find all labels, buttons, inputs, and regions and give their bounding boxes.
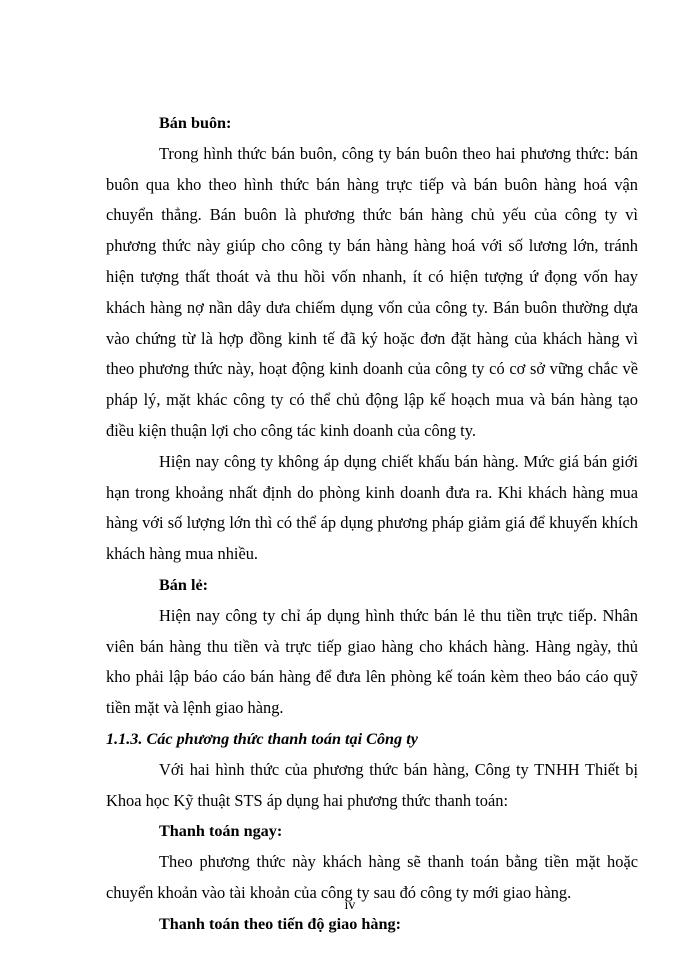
subheading-progress-payment: Thanh toán theo tiến độ giao hàng: (159, 914, 401, 933)
page-number: iv (344, 898, 356, 913)
section-heading-payment-methods: 1.1.3. Các phương thức thanh toán tại Công ty (106, 729, 418, 748)
paragraph-discount-policy: Hiện nay công ty không áp dụng chiết khấu bán hàng. Mức giá bán giới hạn trong khoảng nhất định do phòng kinh doanh đưa ra. Khi khách hàng mua hàng với số lượng lớn thì có thể áp dụng phương pháp giảm giá để khuyến khích khách hàng mua nhiều. (106, 451, 638, 564)
paragraph-immediate-payment: Theo phương thức này khách hàng sẽ thanh toán bằng tiền mặt hoặc chuyển khoản vào tài khoản của công ty sau đó công ty mới giao hàng. (106, 852, 638, 902)
document-body (106, 108, 638, 940)
paragraph-retail: Hiện nay công ty chỉ áp dụng hình thức bán lẻ thu tiền trực tiếp. Nhân viên bán hàng thu tiền và trực tiếp giao hàng cho khách hàng. Hàng ngày, thủ kho phải lập báo cáo bán hàng để đưa lên phòng kế toán kèm theo báo cáo quỹ tiền mặt và lệnh giao hàng. (106, 605, 638, 718)
subheading-immediate-payment: Thanh toán ngay: (159, 822, 283, 841)
subheading-wholesale: Bán buôn: (159, 114, 232, 132)
subheading-retail: Bán lẻ: (159, 575, 209, 594)
paragraph-wholesale-methods: Trong hình thức bán buôn, công ty bán buôn theo hai phương thức: bán buôn qua kho theo hình thức bán hàng trực tiếp và bán buôn hàng hoá vận chuyển thẳng. Bán buôn là phương thức bán hàng chủ yếu của công ty vì phương thức này giúp cho công ty bán hàng hàng hoá với số lương lớn, tránh hiện tượng thất thoát và thu hồi vốn nhanh, ít có hiện tượng ứ đọng vốn hay khách hàng nợ nần dây dưa chiếm dụng vốn của công ty. Bán buôn thường dựa vào chứng từ là hợp đồng kinh tế đã ký hoặc đơn đặt hàng của khách hàng vì theo phương thức này, hoạt động kinh doanh của công ty có cơ sở vững chắc về pháp lý, mặt khác công ty có thể chủ động lập kế hoạch mua và bán hàng tạo điều kiện thuận lợi cho công tác kinh doanh của công ty. (106, 143, 638, 440)
paragraph-payment-intro: Với hai hình thức của phương thức bán hàng, Công ty TNHH Thiết bị Khoa học Kỹ thuật STS áp dụng hai phương thức thanh toán: (106, 759, 638, 810)
